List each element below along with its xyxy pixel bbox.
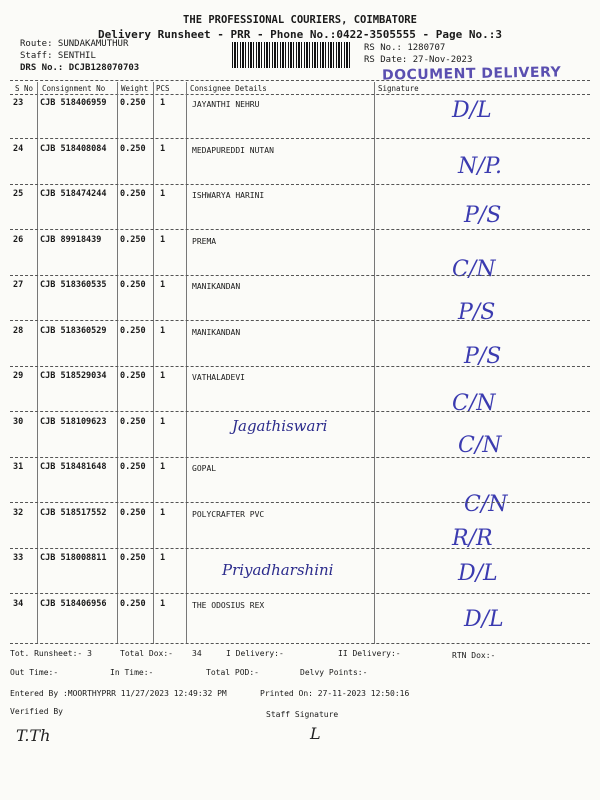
col-signature-header: Signature bbox=[378, 84, 419, 93]
row-sno: 27 bbox=[13, 280, 24, 290]
barcode bbox=[232, 42, 352, 68]
row-weight: 0.250 bbox=[120, 235, 146, 245]
row-signature: C/N bbox=[464, 492, 508, 517]
row-pcs: 1 bbox=[160, 553, 166, 563]
col-divider bbox=[374, 82, 375, 644]
verified-signature: T.Th bbox=[16, 726, 51, 745]
tot-runsheet: Tot. Runsheet:- 3 bbox=[10, 649, 92, 658]
row-divider bbox=[10, 411, 590, 412]
row-sno: 29 bbox=[13, 371, 24, 381]
row-divider bbox=[10, 366, 590, 367]
row-signature: C/N bbox=[458, 433, 502, 458]
row-consignment-no: CJB 518406956 bbox=[40, 599, 107, 609]
row-consignee-name: POLYCRAFTER PVC bbox=[192, 510, 265, 519]
row-signature: D/L bbox=[458, 561, 498, 586]
row-consignee-name: GOPAL bbox=[192, 464, 217, 473]
row-sno: 34 bbox=[13, 599, 24, 609]
col-sno-header: S No bbox=[15, 84, 34, 93]
row-consignee-name: MANIKANDAN bbox=[192, 328, 241, 337]
row-divider bbox=[10, 138, 590, 139]
row-signature: P/S bbox=[458, 300, 496, 325]
row-consignee-name: VATHALADEVI bbox=[192, 373, 245, 382]
row-weight: 0.250 bbox=[120, 553, 146, 563]
row-divider bbox=[10, 229, 590, 230]
row-sno: 28 bbox=[13, 326, 24, 336]
total-dox-label: Total Dox:- bbox=[120, 649, 173, 658]
row-sno: 31 bbox=[13, 462, 24, 472]
ii-delivery: II Delivery:- bbox=[338, 649, 401, 658]
row-signature: C/N bbox=[452, 391, 496, 416]
row-weight: 0.250 bbox=[120, 189, 146, 199]
header-divider-top bbox=[10, 80, 590, 81]
row-weight: 0.250 bbox=[120, 280, 146, 290]
row-signature: D/L bbox=[464, 607, 504, 632]
row-signature: R/R bbox=[452, 526, 493, 551]
row-sno: 33 bbox=[13, 553, 24, 563]
route-label: Route: SUNDAKAMUTHUR bbox=[20, 39, 129, 49]
verified-by-label: Verified By bbox=[10, 707, 63, 716]
row-consignee-name: THE ODOSIUS REX bbox=[192, 601, 265, 610]
col-weight-header: Weight bbox=[121, 84, 149, 93]
row-consignment-no: CJB 518008811 bbox=[40, 553, 107, 563]
row-consignee-name: PREMA bbox=[192, 237, 217, 246]
row-consignee-name: MEDAPUREDDI NUTAN bbox=[192, 146, 274, 155]
row-weight: 0.250 bbox=[120, 326, 146, 336]
row-pcs: 1 bbox=[160, 235, 166, 245]
row-divider bbox=[10, 275, 590, 276]
col-pcs-header: PCS bbox=[156, 84, 170, 93]
row-consignment-no: CJB 89918439 bbox=[40, 235, 102, 245]
col-divider bbox=[153, 82, 154, 644]
in-time: In Time:- bbox=[110, 668, 154, 677]
row-weight: 0.250 bbox=[120, 508, 146, 518]
row-consignment-no: CJB 518408084 bbox=[40, 144, 107, 154]
row-consignee-name: MANIKANDAN bbox=[192, 282, 241, 291]
row-consignment-no: CJB 518360535 bbox=[40, 280, 107, 290]
header-divider-bottom bbox=[10, 94, 590, 95]
delvy-points: Delvy Points:- bbox=[300, 668, 368, 677]
row-divider bbox=[10, 593, 590, 594]
row-consignment-no: CJB 518517552 bbox=[40, 508, 107, 518]
row-consignee-handwritten: Jagathiswari bbox=[232, 417, 328, 435]
row-sno: 30 bbox=[13, 417, 24, 427]
row-consignee-handwritten: Priyadharshini bbox=[222, 561, 334, 579]
row-weight: 0.250 bbox=[120, 417, 146, 427]
row-signature: P/S bbox=[464, 203, 502, 228]
row-divider bbox=[10, 548, 590, 549]
row-pcs: 1 bbox=[160, 417, 166, 427]
row-sno: 24 bbox=[13, 144, 24, 154]
entered-by: Entered By :MOORTHYPRR 11/27/2023 12:49:32 PM bbox=[10, 689, 227, 698]
row-consignment-no: CJB 518406959 bbox=[40, 98, 107, 108]
row-pcs: 1 bbox=[160, 280, 166, 290]
col-divider bbox=[37, 82, 38, 644]
row-pcs: 1 bbox=[160, 371, 166, 381]
row-pcs: 1 bbox=[160, 144, 166, 154]
row-signature: C/N bbox=[452, 257, 496, 282]
row-sno: 25 bbox=[13, 189, 24, 199]
col-divider bbox=[117, 82, 118, 644]
row-consignment-no: CJB 518360529 bbox=[40, 326, 107, 336]
row-pcs: 1 bbox=[160, 189, 166, 199]
row-pcs: 1 bbox=[160, 508, 166, 518]
rs-number: RS No.: 1280707 bbox=[364, 43, 446, 53]
row-pcs: 1 bbox=[160, 326, 166, 336]
i-delivery: I Delivery:- bbox=[226, 649, 284, 658]
printed-on: Printed On: 27-11-2023 12:50:16 bbox=[260, 689, 410, 698]
row-consignment-no: CJB 518474244 bbox=[40, 189, 107, 199]
col-consignee-header: Consignee Details bbox=[190, 84, 267, 93]
row-pcs: 1 bbox=[160, 462, 166, 472]
row-weight: 0.250 bbox=[120, 462, 146, 472]
runsheet-subtitle: Delivery Runsheet - PRR - Phone No.:0422-3505555 - Page No.:3 bbox=[98, 28, 502, 41]
row-consignment-no: CJB 518529034 bbox=[40, 371, 107, 381]
footer-divider bbox=[10, 643, 590, 644]
row-consignment-no: CJB 518481648 bbox=[40, 462, 107, 472]
row-sno: 26 bbox=[13, 235, 24, 245]
row-weight: 0.250 bbox=[120, 371, 146, 381]
rs-date: RS Date: 27-Nov-2023 bbox=[364, 55, 473, 65]
row-pcs: 1 bbox=[160, 98, 166, 108]
row-divider bbox=[10, 457, 590, 458]
staff-signature-label: Staff Signature bbox=[266, 710, 339, 719]
row-consignee-name: ISHWARYA HARINI bbox=[192, 191, 265, 200]
col-divider bbox=[186, 82, 187, 644]
col-consignment-header: Consignment No bbox=[42, 84, 106, 93]
staff-signature-mark: L bbox=[310, 724, 321, 743]
row-consignment-no: CJB 518109623 bbox=[40, 417, 107, 427]
row-signature: P/S bbox=[464, 344, 502, 369]
rtn-dox: RTN Dox:- bbox=[452, 651, 496, 660]
row-signature: N/P. bbox=[458, 154, 502, 179]
row-pcs: 1 bbox=[160, 599, 166, 609]
drs-number: DRS No.: DCJB128070703 bbox=[20, 63, 140, 73]
total-pod: Total POD:- bbox=[206, 668, 259, 677]
row-consignee-name: JAYANTHI NEHRU bbox=[192, 100, 260, 109]
row-signature: D/L bbox=[452, 98, 492, 123]
staff-label: Staff: SENTHIL bbox=[20, 51, 96, 61]
row-sno: 23 bbox=[13, 98, 24, 108]
total-dox-value: 34 bbox=[192, 649, 202, 658]
out-time: Out Time:- bbox=[10, 668, 59, 677]
row-weight: 0.250 bbox=[120, 98, 146, 108]
row-weight: 0.250 bbox=[120, 599, 146, 609]
row-divider bbox=[10, 184, 590, 185]
document-delivery-stamp: DOCUMENT DELIVERY bbox=[381, 64, 562, 84]
row-divider bbox=[10, 502, 590, 503]
company-title: THE PROFESSIONAL COURIERS, COIMBATORE bbox=[183, 14, 417, 26]
row-divider bbox=[10, 320, 590, 321]
row-weight: 0.250 bbox=[120, 144, 146, 154]
row-sno: 32 bbox=[13, 508, 24, 518]
